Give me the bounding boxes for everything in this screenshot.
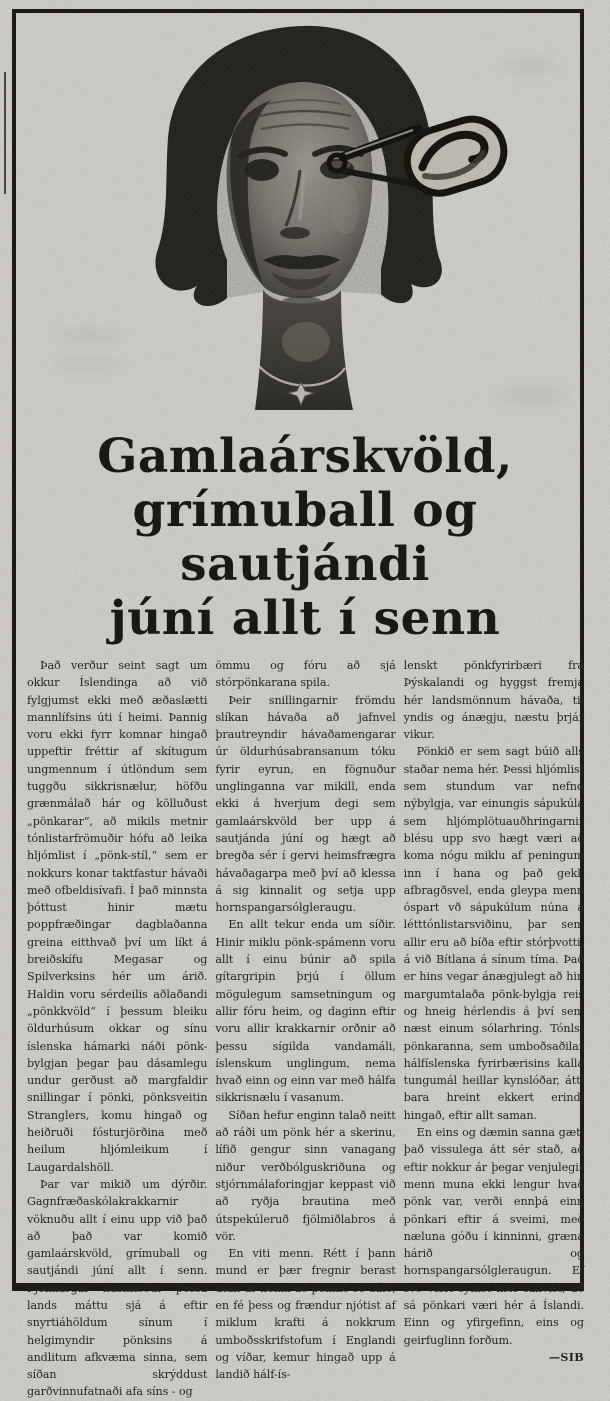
- paragraph: Síðan hefur enginn talað neitt að ráði um pönk hér a skerinu, lífið gengur sinn vanagang niður verðbólguskriðuna og stjórnmálaforingjar keppast við að ryðja brautina með útspekúleruð fjölmiðlabros á vör.: [215, 1108, 396, 1243]
- signature: —SIB: [548, 1349, 584, 1364]
- paragraph: Þeir snillingarnir frömdu slíkan hávaða að jafnvel þrautreyndir hávaðamengarar úr öldurhúsabransanum tóku fyrir eyrun, en fögnuður unglinganna var mikill, enda ekki á hverjum degi sem gamlaárskvöld ber upp á sautjánda júní og hægt að bregða sér í gervi heimsfrægra hávaðagarpa með því að klessa á sig kinnalit og setja upp hornspangarsólgleraugu.: [215, 693, 396, 915]
- paragraph: lenskt pönkfyrirbæri frá Þýskalandi og hyggst fremja hér landsmönnum hávaða, til yndis og ánægju, næstu þrjár vikur.: [403, 659, 584, 742]
- paragraph: En allt tekur enda um síðir. Hinir miklu pönk-spámenn voru allt í einu búnir að spila gítargripin þrjú í öllum mögulegum samsetningum og allir fóru heim, og daginn eftir voru allir krakkarnir orðnir að þessu sígilda vandamáli, íslenskum unglingum, nema hvað einn og einn var með hálfa sikkrisnælu í vasanum.: [215, 918, 396, 1105]
- headline-line: Gamlaárskvöld,: [97, 429, 513, 484]
- headline-line: sautjándi: [180, 537, 430, 592]
- paragraph: Það verður seint sagt um okkur Íslendinga að við fylgjumst ekki með æðaslætti mannlífsins úti í heimi. Þannig voru ekki fyrr komnar hingað uppeftir fréttir af skítugum ungmennum í útlöndum sem tuggðu sikkrisnælur, höfðu grænmálað hár og kölluðust „pönkarar“, að mikils metnir tónlistarfrömuðir hófu að leika hljómlist í „pönk-stíl,“ sem er nokkurs konar taktfastur hávaði með ofbeldisívafi. Í það minnsta þóttust hinir mætu poppfræðingar dagblaðanna greina eitthvað því um líkt á breiðskífu Megasar og Spilverksins hér um árið. Haldin voru sérdeilis aðlaðandi „pönkkvöld“ í þessum bleiku öldurhúsum okkar og sínu íslenska hámarki náði pönk-bylgjan þegar þau dásamlegu undur gerðust að margfaldir snillingar í pönki, pönksveitin Stranglers, komu hingað og heiðruði fósturjörðina með heilum hljómleikum í Laugardalshöll.: [27, 659, 208, 1174]
- paragraph: ömmu og fóru að sjá stórpönkarana spila.: [215, 659, 396, 690]
- article-column-1: [27, 657, 208, 1399]
- paragraph: Þar var mikið um dýrðir. Gagnfræðaskólakrakkarnir vöknuðu allt í einu upp við það að það var komið gamlaárskvöld, grímuball og sautjándi júní allt í senn. Fjölmargar húsmæður þessa lands máttu sjá á eftir snyrtiáhöldum sínum í helgimyndir pönksins á andlitum afkvæma sinna, sem síðan skrýddust garðvinnufatnaði afa síns - og: [27, 1177, 208, 1399]
- portrait-illustration: [113, 12, 515, 414]
- headline-line: grímuball og: [132, 483, 478, 538]
- halftone-grain: [113, 12, 515, 414]
- paragraph: En viti menn. Rétt í þann mund er þær fregnir berast utan úr heimi að pönkið sé dáið, en fé þess og frændur njótist af miklum krafti á nokkrum umboðsskrifstofum í Englandi og víðar, kemur hingað upp á landið hálf-ís-: [215, 1247, 396, 1382]
- article-column-3: [403, 657, 584, 1364]
- paragraph: En eins og dæmin sanna gæti það vissulega átt sér stað, að eftir nokkur ár þegar venjulegir menn muna ekki lengur hvað pönk var, verði ennþá einn pönkari eftir á sveimi, með næluna góðu í kinninni, græna hárið og hornspangarsólgleraugun. Ef svo væri sýnist mér fullvíst, að sá pönkari væri hér á Íslandi. Einn og yfirgefinn, eins og geirfuglinn forðum.: [403, 1126, 584, 1347]
- headline-line: júní allt í senn: [109, 591, 501, 646]
- article-columns: [27, 657, 584, 1399]
- paragraph: Pönkið er sem sagt búið alls staðar nema hér. Þessi hljómlist sem stundum var nefnd nýbylgja, var einungis sápukúla sem hljómplötuauðhringarnir blésu upp svo hægt væri að koma nógu miklu af peningum inn í hana og það gekk afbragðsvel, enda gleypa menn óspart vð sápukúlum núna á létttónlistarsviðinu, þar sem allir eru að bíða eftir stórþvotti, á við Bítlana á sínum tíma. Það er hins vegar ánægjulegt að hin margumtalaða pönk-bylgja reis og hneig hérlendis á því sem næst einum sólarhring. Tónlst pönkaranna, sem umboðsaðilar hálfíslenska fyrirbærisins kalla tungumál heillar kynslóðar, átti bara hreint ekkert erindi hingað, eftir allt saman.: [403, 745, 584, 1122]
- headline: [30, 430, 580, 646]
- scan-edge-rule: [4, 72, 6, 194]
- article-column-2: [215, 657, 396, 1382]
